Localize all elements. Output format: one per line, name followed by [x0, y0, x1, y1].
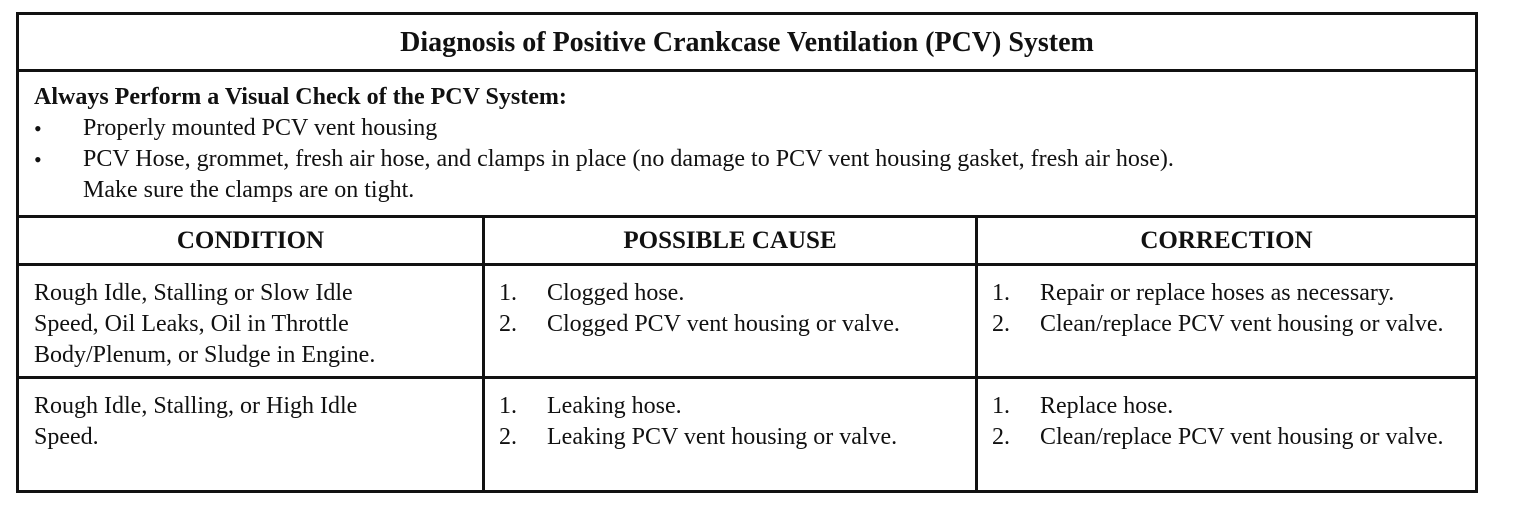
cause-item [499, 422, 937, 453]
header-condition: CONDITION [176, 227, 325, 254]
bullet-icon: • [34, 116, 42, 141]
possible-cause-cell [499, 391, 979, 453]
item-text: Leaking PCV vent housing or valve. [547, 424, 898, 450]
item-text: Clogged hose. [547, 280, 685, 306]
item-number: 2. [992, 311, 1010, 337]
cause-item [499, 278, 979, 309]
visual-check-item-text: Properly mounted PCV vent housing [83, 115, 438, 141]
item-text: Clean/replace PCV vent housing or valve. [1040, 424, 1444, 450]
correction-item [992, 391, 1480, 422]
item-text: Repair or replace hoses as necessary. [1040, 280, 1395, 306]
cause-item [499, 309, 937, 340]
correction-item [992, 309, 1480, 340]
possible-cause-cell [499, 278, 979, 340]
item-number: 2. [992, 424, 1010, 450]
table-title: Diagnosis of Positive Crankcase Ventilation (PCV) System [19, 15, 1475, 72]
visual-check-heading: Always Perform a Visual Check of the PCV System: [34, 84, 567, 110]
visual-check-item [34, 113, 1465, 144]
table-row [19, 379, 1475, 490]
condition-cell: Rough Idle, Stalling or Slow Idle Speed, Oil Leaks, Oil in Throttle Body/Plenum, or Sludge in Engine. [34, 280, 376, 368]
bullet-icon: • [34, 147, 42, 172]
item-number: 1. [499, 393, 517, 419]
item-number: 1. [499, 280, 517, 306]
correction-item [992, 278, 1480, 309]
item-text: Clean/replace PCV vent housing or valve. [1040, 311, 1444, 337]
header-correction: CORRECTION [1140, 227, 1313, 254]
condition-cell: Rough Idle, Stalling, or High Idle Speed. [34, 393, 358, 450]
item-number: 2. [499, 311, 517, 337]
correction-cell [992, 278, 1472, 340]
header-possible-cause: POSSIBLE CAUSE [623, 227, 837, 254]
visual-check-section [19, 72, 1475, 218]
visual-check-item-continuation: Make sure the clamps are on tight. [83, 177, 415, 203]
item-number: 1. [992, 280, 1010, 306]
visual-check-item-text: PCV Hose, grommet, fresh air hose, and clamps in place (no damage to PCV vent housing gasket, fresh air hose). [83, 146, 1174, 172]
correction-item [992, 422, 1480, 453]
visual-check-item [34, 144, 1465, 206]
item-number: 1. [992, 393, 1010, 419]
item-text: Leaking hose. [547, 393, 682, 419]
table-header-row [19, 215, 1475, 266]
cause-item [499, 391, 979, 422]
item-text: Replace hose. [1040, 393, 1174, 419]
table-row [19, 266, 1475, 379]
item-text: Clogged PCV vent housing or valve. [547, 311, 900, 337]
item-number: 2. [499, 424, 517, 450]
correction-cell [992, 391, 1472, 453]
pcv-diagnosis-table [16, 12, 1478, 493]
